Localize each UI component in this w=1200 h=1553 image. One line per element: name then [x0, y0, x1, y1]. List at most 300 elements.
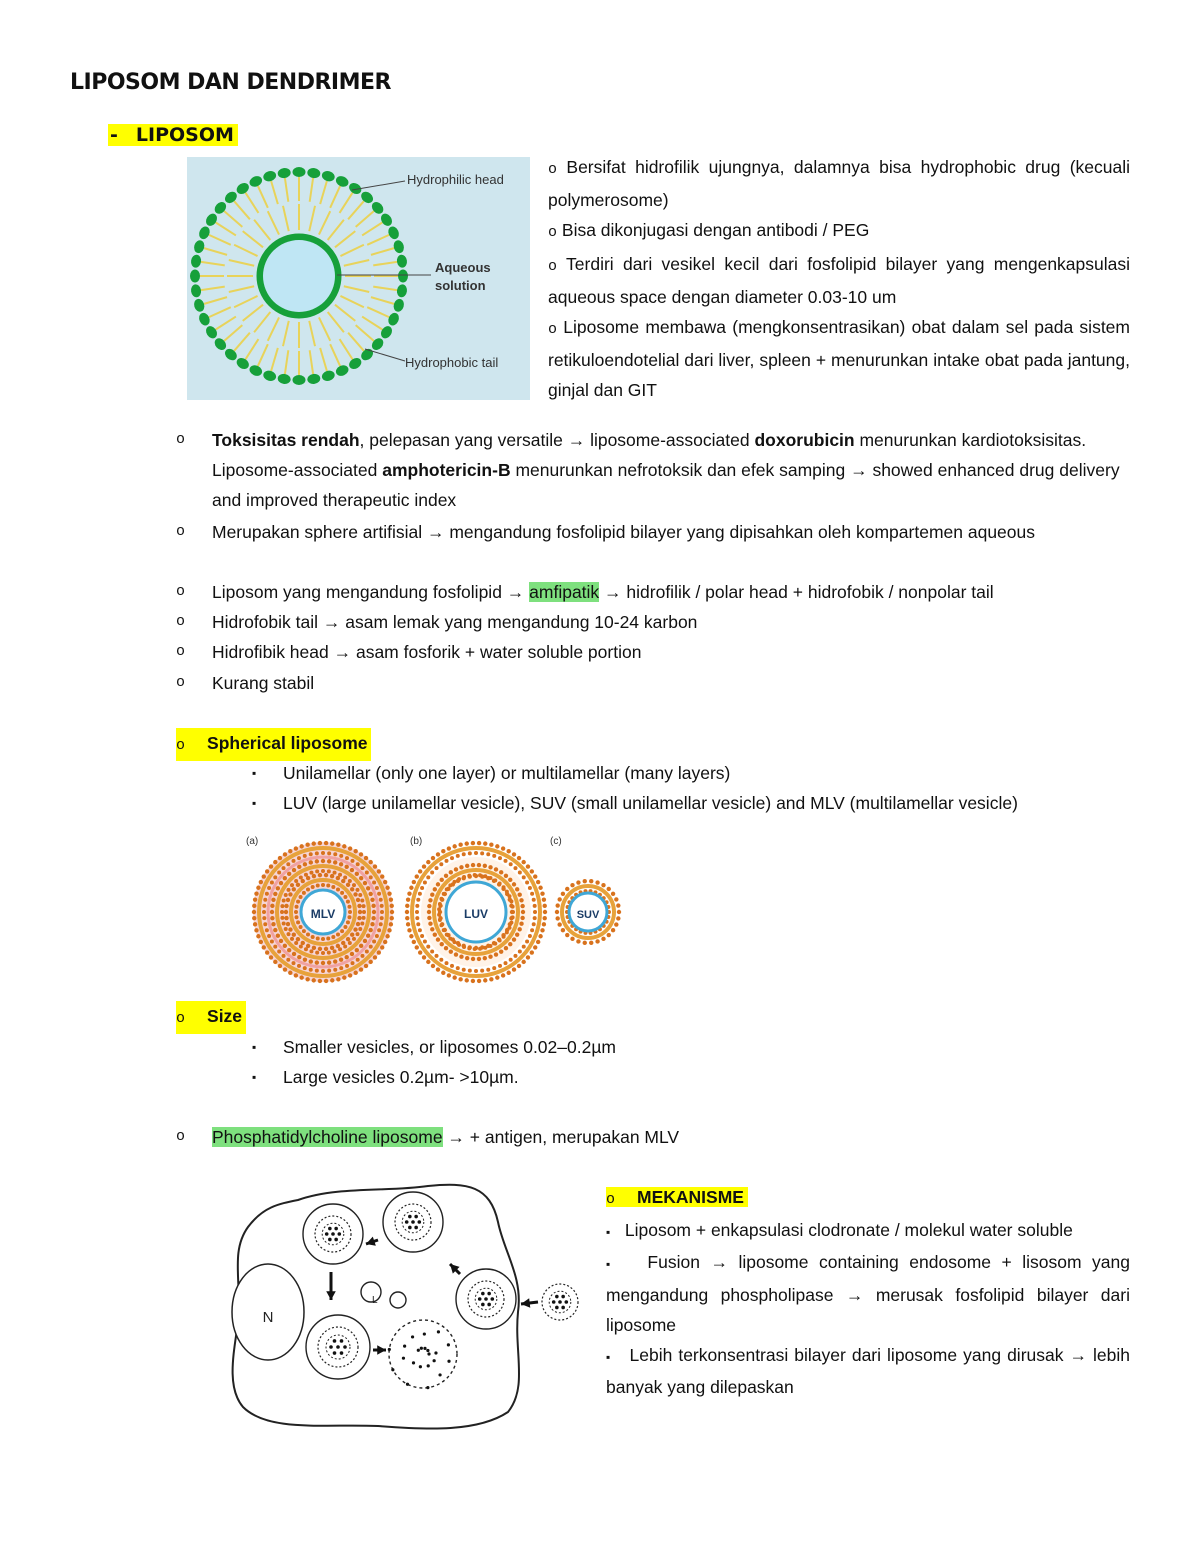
lipid-head-dot	[436, 882, 440, 886]
lipid-head-dot	[426, 960, 430, 964]
lipid-head-dot	[315, 869, 319, 873]
lipid-head-dot	[465, 841, 469, 845]
lipid-head-dot	[362, 916, 366, 920]
lipid-head-dot	[345, 856, 349, 860]
lipid-head-dot	[262, 874, 266, 878]
point-tail: Hidrofobik tail → asam lemak yang mengandung 10-24 karbon	[212, 612, 698, 632]
released-drug-dot	[411, 1335, 414, 1338]
lipid-head-dot	[450, 856, 454, 860]
lipid-head-dot	[468, 874, 472, 878]
lipid-head-dot	[468, 945, 472, 949]
lipid-head-dot	[362, 904, 366, 908]
lipid-head-dot	[616, 903, 620, 907]
released-drug-dot	[417, 1349, 420, 1352]
lipid-head-dot	[465, 956, 469, 960]
lipid-head-dot	[538, 886, 542, 890]
released-drug-dot	[426, 1349, 429, 1352]
lipid-head-dot	[287, 888, 291, 892]
lipid-head-dot	[389, 897, 393, 901]
lipid-head-dot	[614, 897, 618, 901]
lipid-head-dot	[409, 934, 413, 938]
lipid-head-dot	[297, 865, 301, 869]
mechanism-cell-figure	[228, 1182, 588, 1437]
lipid-head	[293, 167, 306, 177]
lipid-head-dot	[265, 928, 269, 932]
lipid-head-dot	[576, 939, 580, 943]
lipid-head-dot	[436, 967, 440, 971]
lipid-head-dot	[377, 869, 381, 873]
released-drug-dot	[423, 1347, 426, 1350]
lipid-head	[190, 270, 200, 283]
lipid-head-dot	[270, 916, 274, 920]
lipid-head-dot	[288, 892, 292, 896]
lipid-head-dot	[452, 844, 456, 848]
lipid-head-dot	[439, 958, 443, 962]
label-mlv: MLV	[310, 907, 336, 921]
lipid-head-dot	[373, 955, 377, 959]
lipid-head-dot	[270, 904, 274, 908]
label-hydrophilic-head: Hydrophilic head	[407, 172, 504, 187]
lipid-head-dot	[518, 871, 522, 875]
lipid-head-dot	[461, 944, 465, 948]
lipid-head-dot	[333, 968, 337, 972]
lipid-head-dot	[521, 910, 525, 914]
lipid-head-dot	[492, 854, 496, 858]
released-drug-dot	[391, 1368, 394, 1371]
lipid-head-dot	[324, 947, 328, 951]
lipid-head-dot	[309, 860, 313, 864]
lipid-head-dot	[433, 932, 437, 936]
lipid-head-dot	[366, 934, 370, 938]
lipid-head-dot	[474, 969, 478, 973]
released-drug-dot	[426, 1386, 429, 1389]
lipid-head-dot	[370, 898, 374, 902]
lipid-head-dot	[339, 854, 343, 858]
lipid-head-dot	[530, 950, 534, 954]
lipid-head-dot	[415, 945, 419, 949]
released-drug-dot	[437, 1330, 440, 1333]
drug-dot	[414, 1215, 418, 1219]
vesicle-panels	[252, 841, 621, 983]
lipid-head-dot	[352, 883, 356, 887]
lipid-head-dot	[542, 897, 546, 901]
heading-text: Size	[207, 1006, 243, 1026]
list-item	[606, 1340, 1130, 1402]
lipid-head-dot	[533, 945, 537, 949]
label-solution: solution	[435, 278, 486, 293]
lipid-head-dot	[494, 952, 498, 956]
lipid-head-dot	[286, 958, 290, 962]
lipid-head-dot	[509, 904, 513, 908]
lipid-head-dot	[333, 852, 337, 856]
lipid-head-dot	[292, 887, 296, 891]
lipid-head-dot	[492, 966, 496, 970]
lipid-head-dot	[533, 916, 537, 920]
lipid-head-dot	[508, 897, 512, 901]
lipid-head-dot	[517, 856, 521, 860]
aqueous-core	[263, 240, 335, 312]
lipid-head-dot	[422, 864, 426, 868]
lipid-head-dot	[278, 856, 282, 860]
lipid-head-dot	[282, 922, 286, 926]
lipid-head-dot	[368, 892, 372, 896]
lipid-head-dot	[436, 937, 440, 941]
lipid-head-dot	[301, 941, 305, 945]
lipid-head-dot	[538, 934, 542, 938]
spherical-item: Unilamellar (only one layer) or multilamellar (many layers)	[283, 763, 731, 783]
lipid-head-dot	[543, 904, 547, 908]
lipid-head-dot	[292, 933, 296, 937]
bullet-marker: o	[176, 643, 186, 660]
lipid-head-dot	[492, 879, 496, 883]
lipid-head-dot	[611, 928, 615, 932]
lipid-head-dot	[299, 925, 303, 929]
lipid-head-dot	[262, 945, 266, 949]
lipid-head-dot	[327, 869, 331, 873]
lipid-head-dot	[440, 897, 444, 901]
drug-dot	[411, 1220, 415, 1224]
lipid-head-dot	[315, 859, 319, 863]
lipid-head-dot	[415, 904, 419, 908]
drug-dot	[329, 1345, 333, 1349]
text: menurunkan kardiotoksisitas. Liposome-associated	[212, 430, 1087, 480]
lipid-head-dot	[474, 851, 478, 855]
lipid-head-dot	[333, 871, 337, 875]
lipid-head-dot	[371, 916, 375, 920]
bold-text: amphotericin-B	[382, 460, 511, 480]
lipid-head-dot	[565, 933, 569, 937]
lipid-head-dot	[375, 934, 379, 938]
lipid-head-dot	[486, 876, 490, 880]
lipid-head-dot	[303, 854, 307, 858]
lipid-head-dot	[533, 904, 537, 908]
lipid-head-dot	[355, 948, 359, 952]
drug-dot	[328, 1227, 332, 1231]
lipid-head-dot	[283, 944, 287, 948]
lipid-head-dot	[336, 876, 340, 880]
lipid-head-dot	[263, 922, 267, 926]
square-bullet: ▪	[252, 1070, 257, 1084]
label-suv: SUV	[576, 909, 600, 921]
lipid-head-dot	[372, 881, 376, 885]
lipid-head-dot	[269, 955, 273, 959]
lipid-head-dot	[297, 964, 301, 968]
lipid-head-dot	[265, 950, 269, 954]
lipid-head-dot	[389, 922, 393, 926]
drug-dot	[555, 1295, 559, 1299]
lipid-head-dot	[540, 891, 544, 895]
lipid-head-dot	[483, 841, 487, 845]
lipid-head-dot	[330, 946, 334, 950]
lipid-head-dot	[292, 961, 296, 965]
lipid-head-dot	[471, 957, 475, 961]
lipid-head-dot	[513, 954, 517, 958]
lipid-head-dot	[259, 880, 263, 884]
lipid-head-dot	[256, 934, 260, 938]
lipid-head-dot	[311, 885, 315, 889]
drug-dot	[334, 1227, 338, 1231]
lipid-head-dot	[353, 849, 357, 853]
lipid-head-dot	[435, 954, 439, 958]
lipid-head-dot	[477, 841, 481, 845]
lipid-head-dot	[383, 940, 387, 944]
drug-dot	[478, 1297, 482, 1301]
lipid-head-dot	[362, 910, 366, 914]
lipid-head-dot	[542, 922, 546, 926]
panel-tag-a: (a)	[246, 836, 259, 847]
lipid-head	[398, 270, 408, 283]
released-drug-dot	[403, 1345, 406, 1348]
lipid-head-dot	[420, 886, 424, 890]
vesicle	[361, 1282, 381, 1302]
lipid-head-dot	[480, 945, 484, 949]
lipid-head-dot	[501, 887, 505, 891]
drug-dot	[484, 1297, 488, 1301]
lipid-head-dot	[299, 844, 303, 848]
lipid-head-dot	[348, 846, 352, 850]
lipid-head-dot	[315, 969, 319, 973]
lipid-head-dot	[252, 916, 256, 920]
lipid-head-dot	[601, 883, 605, 887]
lipid-head-dot	[390, 916, 394, 920]
lipid-head-dot	[312, 978, 316, 982]
lipid-head-dot	[438, 910, 442, 914]
lipid-head-dot	[290, 937, 294, 941]
lipid-head-dot	[561, 892, 565, 896]
lipid-head-dot	[339, 957, 343, 961]
lipid-head-dot	[375, 886, 379, 890]
lipid-head-dot	[327, 960, 331, 964]
drug-dot	[343, 1345, 347, 1349]
label-aqueous: Aqueous	[435, 260, 491, 275]
lipid-head-dot	[316, 884, 320, 888]
lipid-head-dot	[303, 862, 307, 866]
lipid-head-dot	[299, 975, 303, 979]
list-item	[548, 249, 1130, 312]
text: , pelepasan yang versatile → liposome-associated	[359, 430, 755, 450]
lipid-head-dot	[415, 874, 419, 878]
lipid-head-dot	[505, 928, 509, 932]
lipid-head-dot	[458, 843, 462, 847]
lipid-head-dot	[327, 851, 331, 855]
lipid-head-dot	[336, 932, 340, 936]
lipid-head-dot	[305, 977, 309, 981]
lipid-head-dot	[295, 905, 299, 909]
drug-dot	[338, 1232, 342, 1236]
lipid-head-dot	[533, 910, 537, 914]
lipid-head-dot	[277, 949, 281, 953]
section-label: LIPOSOM	[135, 124, 234, 146]
lipid-head-dot	[607, 887, 611, 891]
lipid-head-dot	[462, 968, 466, 972]
lipid-head-dot	[543, 910, 547, 914]
liposom-properties-list	[548, 152, 1130, 406]
lipid-head-dot	[492, 941, 496, 945]
lipid-head-dot	[449, 870, 453, 874]
lipid-head-dot	[321, 851, 325, 855]
lipid-head-dot	[340, 929, 344, 933]
lipid-head-dot	[536, 940, 540, 944]
list-item	[548, 312, 1130, 406]
released-drug-dot	[427, 1364, 430, 1367]
lipid-head-dot	[420, 934, 424, 938]
lipid-head-dot	[439, 862, 443, 866]
lipid-head-dot	[267, 934, 271, 938]
lipid-head-dot	[302, 891, 306, 895]
lipid-head-dot	[288, 927, 292, 931]
lipid-head-dot	[284, 916, 288, 920]
lipid-head-dot	[270, 910, 274, 914]
lipid-head-dot	[497, 882, 501, 886]
lipid-head-dot	[441, 971, 445, 975]
lipid-head-dot	[351, 859, 355, 863]
lipid-head-dot	[555, 910, 559, 914]
lipid-head-dot	[405, 910, 409, 914]
lipid-head-dot	[273, 928, 277, 932]
lipid-head-dot	[296, 900, 300, 904]
lipid-head-dot	[318, 841, 322, 845]
lipid-head-dot	[350, 933, 354, 937]
lipid-head-dot	[368, 960, 372, 964]
lipid-head-dot	[589, 879, 593, 883]
released-drug-dot	[420, 1347, 423, 1350]
lipid-head-dot	[346, 883, 350, 887]
lipid-head-dot	[452, 975, 456, 979]
lipid-head-dot	[283, 852, 287, 856]
lipid-head-dot	[415, 910, 419, 914]
lipid-head-dot	[380, 904, 384, 908]
bullet-marker: o	[176, 583, 186, 600]
released-drug-dot	[447, 1360, 450, 1363]
lipid-head-dot	[515, 887, 519, 891]
released-drug-dot	[438, 1373, 441, 1376]
lipid-head-dot	[440, 922, 444, 926]
lipid-head-dot	[273, 945, 277, 949]
lipid-head-dot	[465, 864, 469, 868]
section-dash: -	[110, 124, 118, 146]
lipid-head-dot	[368, 860, 372, 864]
lipid-head-dot	[280, 904, 284, 908]
lipid-head-dot	[318, 873, 322, 877]
lipid-head-dot	[273, 892, 277, 896]
lipid-head-dot	[474, 946, 478, 950]
lipid-head-dot	[345, 964, 349, 968]
lipid-head-dot	[451, 937, 455, 941]
lipid-head-dot	[345, 865, 349, 869]
lipid-head-dot	[427, 904, 431, 908]
lipid-head-dot	[348, 973, 352, 977]
lipid-head-dot	[570, 937, 574, 941]
lipid-head-dot	[458, 977, 462, 981]
lipid-head-dot	[286, 922, 290, 926]
lipid-head-dot	[440, 878, 444, 882]
lipid-head-dot	[333, 860, 337, 864]
bold-text: doxorubicin	[754, 430, 855, 450]
lipid-head-dot	[430, 927, 434, 931]
lipid-head-dot	[353, 892, 357, 896]
lipid-head-dot	[526, 955, 530, 959]
lipid-head-dot	[336, 843, 340, 847]
lipid-head-dot	[297, 955, 301, 959]
lipid-head-dot	[489, 977, 493, 981]
released-drug-dot	[419, 1365, 422, 1368]
lipid-head-dot	[306, 888, 310, 892]
lipid-head-dot	[530, 869, 534, 873]
lipid-head-dot	[377, 892, 381, 896]
lipid-head-dot	[426, 945, 430, 949]
lipid-head-dot	[263, 898, 267, 902]
lipid-head-dot	[259, 940, 263, 944]
lipid-head-dot	[265, 892, 269, 896]
lipid-head-dot	[339, 862, 343, 866]
lipid-head-dot	[309, 852, 313, 856]
lipid-head-dot	[331, 885, 335, 889]
lipid-head-dot	[444, 874, 448, 878]
lipid-head-dot	[406, 922, 410, 926]
lipid-head-dot	[256, 886, 260, 890]
lipid-head-dot	[512, 852, 516, 856]
lipid-head-dot	[292, 859, 296, 863]
lipid-head-dot	[330, 841, 334, 845]
lipid-head-dot	[508, 878, 512, 882]
lipid-head-dot	[431, 964, 435, 968]
drug-dot	[333, 1339, 337, 1343]
lipid-head-dot	[357, 904, 361, 908]
lipid-head-dot	[412, 880, 416, 884]
lipid-head-dot	[383, 880, 387, 884]
lysosome-label: L	[372, 1295, 378, 1306]
drug-dot	[331, 1232, 335, 1236]
lipid-head-dot	[423, 940, 427, 944]
lipid-head-dot	[330, 978, 334, 982]
lipid-head-dot	[438, 916, 442, 920]
drug-dot	[408, 1215, 412, 1219]
lipid-head-dot	[359, 944, 363, 948]
lipid-head-dot	[324, 873, 328, 877]
drug-dot	[325, 1232, 329, 1236]
lipid-head-dot	[355, 932, 359, 936]
lipid-head-dot	[371, 904, 375, 908]
lipid-head-dot	[282, 866, 286, 870]
lipid-head-dot	[431, 856, 435, 860]
lipid-head-dot	[347, 905, 351, 909]
lipid-head-dot	[355, 888, 359, 892]
lipid-head-dot	[286, 862, 290, 866]
lipid-head-dot	[583, 941, 587, 945]
lipid-head-dot	[311, 935, 315, 939]
lipid-head-dot	[321, 951, 325, 955]
lipid-head-dot	[459, 954, 463, 958]
lipid-head-dot	[495, 975, 499, 979]
drug-dot	[558, 1300, 562, 1304]
lipid-head-dot	[358, 910, 362, 914]
lipid-head-dot	[352, 937, 356, 941]
size-heading	[176, 1001, 246, 1034]
lipid-head-dot	[284, 910, 288, 914]
lipid-head-dot	[364, 856, 368, 860]
lipid-head-dot	[454, 867, 458, 871]
lipid-head-dot	[372, 940, 376, 944]
size-item: Large vesicles 0.2µm- >10µm.	[283, 1067, 519, 1087]
lipid-head-dot	[351, 961, 355, 965]
lipid-head-dot	[282, 898, 286, 902]
bullet-marker: o	[548, 161, 558, 178]
drug-dot	[481, 1303, 485, 1307]
lipid-head-dot	[526, 864, 530, 868]
lipid-head-dot	[483, 864, 487, 868]
lipid-head-dot	[504, 946, 508, 950]
lipid-head-dot	[488, 954, 492, 958]
